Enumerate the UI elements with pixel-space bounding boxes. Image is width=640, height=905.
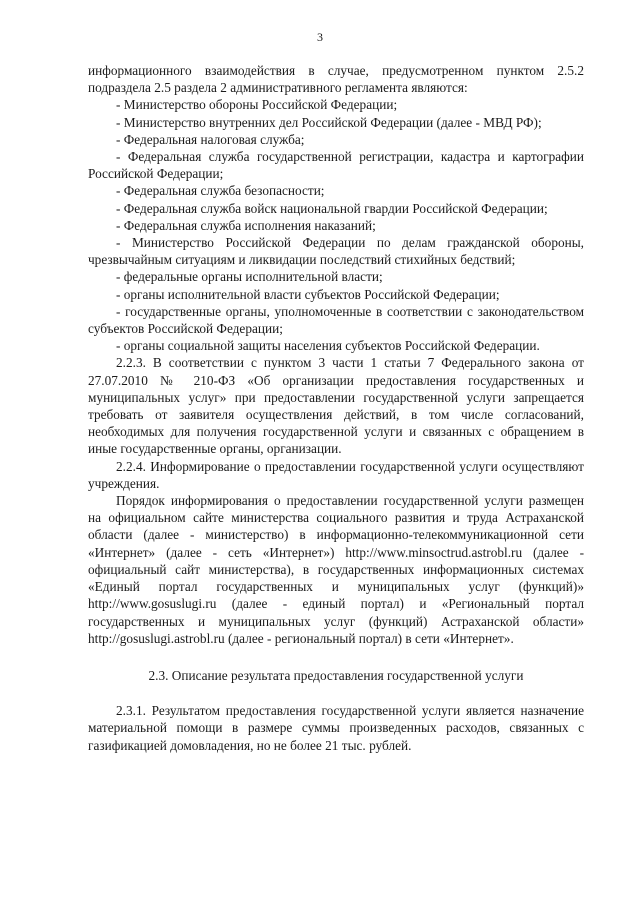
list-item-fsin: - Федеральная служба исполнения наказаний; <box>116 217 376 233</box>
paragraph-intro: информационного взаимодействия в случае, предусмотренном пунктом 2.5.2 подраздела 2.5 раздела 2 административного регламента являются: <box>88 63 584 96</box>
paragraph-2-2-3: 2.2.3. В соответствии с пунктом 3 части 1 статьи 7 Федерального закона от 27.07.2010 № 210-ФЗ «Об организации предоставления государственных и муниципальных услуг» при предоставлении государственной услуги запрещается требовать от заявителя осуществления действий, в том числе согласований, необходимых для получения государственной услуги и связанных с обращением в иные государственные органы, организации. <box>88 355 584 457</box>
document-body <box>88 62 584 754</box>
list-item-federal-bodies: - федеральные органы исполнительной власти; <box>116 269 383 285</box>
section-heading-2-3: 2.3. Описание результата предоставления государственной услуги <box>148 667 524 683</box>
list-item-state-bodies: - государственные органы, уполномоченные в соответствии с законодательством субъектов Российской Федерации; <box>88 303 584 337</box>
list-item-mod: - Министерство обороны Российской Федерации; <box>116 97 398 113</box>
list-item-rosreestr: - Федеральная служба государственной регистрации, кадастра и картографии Российской Федерации; <box>88 149 584 182</box>
page-number: 3 <box>317 30 323 44</box>
list-item-mchs: - Министерство Российской Федерации по делам гражданской обороны, чрезвычайным ситуациям и ликвидации последствий стихийных бедствий; <box>88 235 584 268</box>
list-item-rosgvardia: - Федеральная служба войск национальной гвардии Российской Федерации; <box>116 200 548 216</box>
list-item-social-protection: - органы социальной защиты населения субъектов Российской Федерации. <box>116 338 540 354</box>
list-item-fsb: - Федеральная служба безопасности; <box>116 183 325 199</box>
paragraph-informing-procedure: Порядок информирования о предоставлении государственной услуги размещен на официальном сайте министерства социального развития и труда Астраханской области (далее - министерство) в информационно-телекоммуникационной сети «Интернет» (далее - сеть «Интернет») http://www.minsoctrud.astrobl.ru (далее - официальный сайт министерства), в государственных информационных системах «Единый портал государственных и муниципальных услуг (функций)» http://www.gosuslugi.ru (далее - единый портал) и «Региональный портал государственных и муниципальных услуг (функций) Астраханской области» http://gosuslugi.astrobl.ru (далее - региональный портал) в сети «Интернет». <box>88 493 584 646</box>
list-item-regional-bodies: - органы исполнительной власти субъектов Российской Федерации; <box>116 286 500 302</box>
paragraph-2-2-4: 2.2.4. Информирование о предоставлении государственной услуги осуществляют учреждения. <box>88 458 584 491</box>
paragraph-2-3-1: 2.3.1. Результатом предоставления государственной услуги является назначение материальной помощи в размере суммы произведенных расходов, связанных с газификацией домовладения, но не более 21 тыс. рублей. <box>88 703 584 753</box>
list-item-tax: - Федеральная налоговая служба; <box>116 131 305 147</box>
list-item-mvd: - Министерство внутренних дел Российской Федерации (далее - МВД РФ); <box>116 114 542 130</box>
